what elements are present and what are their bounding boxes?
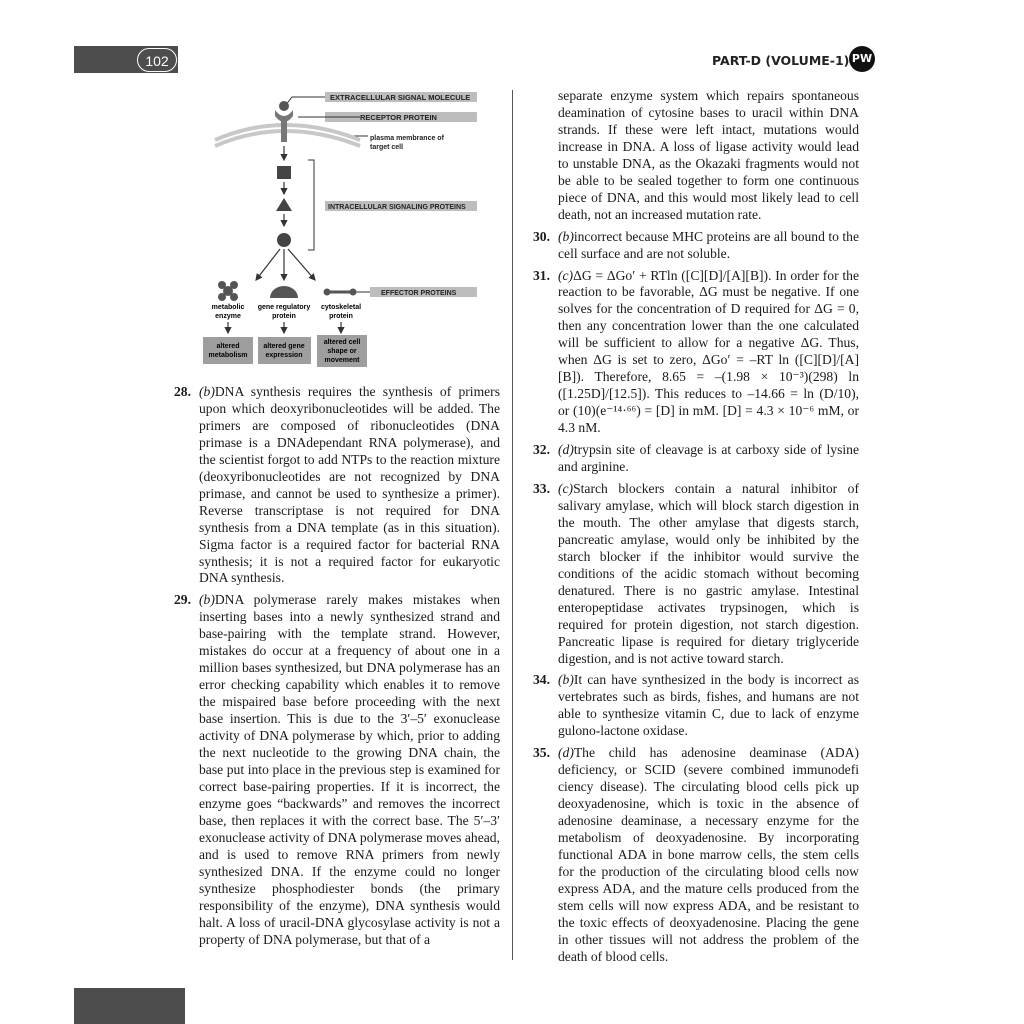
answer-key: (d) (558, 442, 574, 458)
column-divider (512, 90, 513, 960)
result-1-text-2: metabolism (208, 352, 248, 359)
answer-text: ΔG = ΔGo′ + RTln ([C][D]/[A][B]). In order for the reaction to be favorable, ΔG must be negative. If one solves for the concentration of D required for ΔG = 0, then any concentration lower than the one calculated will be sufficient to allow for a negative ΔG. Thus, when ΔG is set to zero, ΔGo′ = –RT ln ([C][D]/[A][B]). Therefore, 8.65 = –(1.98 × 10⁻³)(298) ln ([1.25D]/[12.5]). This reduces to –14.66 = ln (D/10), or (10)(e⁻¹⁴·⁶⁶) = [D] in mM. [D] = 4.3 × 10⁻⁶ mM, or 4.3 nM. (558, 267, 859, 436)
answer-key: (d) (558, 745, 574, 761)
answer-34 (533, 672, 859, 740)
answer-text: trypsin site of cleavage is at carboxy side of lysine and arginine. (558, 442, 859, 475)
metabolic-enzyme-icon (218, 281, 238, 301)
answer-33 (533, 481, 859, 667)
answer-32 (533, 442, 859, 476)
continuation-text: separate enzyme system which repairs spontaneous deamination of cytosine bases to uracil within DNA strands. If these were left intact, mutations would increase in DNA. A loss of ligase activity would lead to unstable DNA, as the Okazaki fragments would not be able to be sealed together to form one continuous piece of DNA, and this would most likely lead to cell death, not an increased mutation rate. (558, 88, 859, 222)
result-2-text-2: expression (265, 352, 303, 359)
answer-number: 31. (533, 267, 550, 283)
answer-text: DNA synthesis requires the synthesis of primers upon which deoxyribonucleotides will be added. The primers are composed of ribonucleotides (DNA primase is a DNAdependant RNA polymerase), and the scientist forgot to add NTPs to the reaction mixture (deoxyribonucleotides are not recognized by DNA primase, and cannot be used to synthesize a primer). Reverse transcriptase is not required for DNA synthesis from a DNA template (as in this situation). Sigma factor is a required factor for bacterial RNA synthesis; it is not a required factor for eukaryotic DNA synthesis. (199, 384, 500, 586)
effector-1-label: metabolic (211, 304, 245, 311)
result-3-text: altered cell (323, 339, 361, 346)
square-signal-icon (277, 166, 291, 179)
circle-signal-icon (277, 233, 291, 247)
triangle-signal-icon (276, 198, 292, 211)
effector-3-label-2: protein (329, 313, 353, 320)
answer-number: 35. (533, 745, 550, 761)
result-2-text: altered gene (263, 343, 305, 350)
answer-number: 34. (533, 672, 550, 688)
answer-35 (533, 745, 859, 965)
answer-29-continued (533, 88, 859, 224)
answer-number: 32. (533, 442, 550, 458)
plasma-membrane-label-2: target cell (370, 144, 404, 151)
answer-key: (c) (558, 267, 574, 283)
footer-bar (74, 988, 185, 1024)
answer-key: (b) (199, 384, 215, 399)
answer-text: DNA polymerase rarely makes mistakes when inserting bases into a newly synthesized strand and base-pairing with the template strand. However, mistakes do occur at a frequency of about one in a million bases synthesized, but DNA polymerase has an error checking capability which enables it to remove the mispaired base before proceeding with the next base insertion. This is due to the 3′–5′ exonuclease activity of DNA polymerase by which, prior to adding the next nucleotide to the growing DNA chain, the base put into place in the previous step is examined for correct base-pairing properties. If it is incorrect, the enzyme goes “backwards” and removes the incorrect base, then replaces it with the correct base. The 5′–3′ exonuclease activity of DNA polymerase moves ahead, and is used to remove RNA primers from newly synthesized DNA. If the enzyme could no longer synthesize phosphodiester bonds (the primary responsibility of the enzyme), DNA synthesis would halt. A loss of uracil-DNA glycosylase activity is not a property of DNA polymerase, but that of a (199, 592, 500, 947)
page-number: 102 (137, 48, 177, 72)
answer-text: Starch blockers contain a natural inhibitor of salivary amylase, which will block starch digestion in the mouth. The other amylase that digests starch, pancreatic amylase, would only be inhibited by the starch blocker if the inhibitor would survive the conditions of the acidic stomach without becoming denatured. There is no gastric amylase. Intestinal enteropeptidase activates trypsinogen, which is required for protein digestion, not starch digestion. Pancreatic lipase is required for dietary triglyceride digestion, and is not active toward starch. (558, 480, 859, 666)
effector-2-label-2: protein (272, 313, 296, 320)
cytoskeletal-icon (324, 289, 357, 296)
result-3-text-2: shape or (327, 348, 357, 355)
effector-2-label: gene regulatory (257, 304, 311, 311)
extracellular-signal-label: EXTRACELLULAR SIGNAL MOLECULE (330, 93, 471, 102)
answer-text: incorrect because MHC proteins are all bound to the cell surface and are not soluble. (558, 228, 859, 261)
pw-logo: PW (849, 46, 875, 72)
part-title: PART-D (VOLUME-1) (712, 53, 850, 68)
left-column (174, 384, 500, 953)
receptor-protein-label: RECEPTOR PROTEIN (360, 113, 437, 122)
answer-key: (b) (558, 228, 574, 244)
answer-29 (174, 592, 500, 948)
answer-key: (b) (558, 672, 574, 688)
gene-regulatory-icon (270, 286, 298, 298)
signal-pathway-diagram (200, 88, 490, 373)
plasma-membrane-label: plasma membrance of (370, 135, 444, 142)
intracellular-signaling-label: INTRACELLULAR SIGNALING PROTEINS (328, 204, 466, 211)
effector-1-label-2: enzyme (215, 313, 241, 320)
answer-text: It can have synthesized in the body is incorrect as vertebrates such as birds, fishes, and humans are not able to synthesize vitamin C, due to lack of enzyme gulono-lactone oxidase. (558, 672, 859, 739)
answer-31 (533, 268, 859, 438)
answer-number: 33. (533, 480, 550, 496)
effector-3-label: cytoskeletal (320, 304, 362, 311)
answer-number: 29. (174, 592, 191, 608)
answer-number: 30. (533, 228, 550, 244)
right-column (533, 88, 859, 971)
result-1-text: altered (216, 343, 240, 350)
signal-molecule-icon (279, 101, 289, 111)
answer-key: (b) (199, 592, 215, 608)
answer-text: The child has adenosine deaminase (ADA) deficiency, or SCID (severe combined immunodefi ciency disease). The circulating blood cells pick up deoxyadenosine, which is toxic in the absence of adenosine deaminase, a necessary enzyme for the metabolism of deoxyadenosine. By incorporating functional ADA in bone marrow cells, the stem cells for the production of the circulating blood cells now express ADA, and the mature cells produced from the stem cells will now express ADA, and be resistant to the toxic effects of deoxyadenosine. Placing the gene in other tissues will not address the problem of the death of blood cells. (558, 745, 859, 964)
result-3-text-3: movement (324, 357, 360, 364)
answer-key: (c) (558, 480, 574, 496)
result-box-2 (258, 337, 311, 364)
effector-proteins-label: EFFECTOR PROTEINS (381, 290, 457, 297)
answer-28 (174, 384, 500, 587)
answer-number: 28. (174, 384, 191, 399)
answer-30 (533, 229, 859, 263)
result-box-1 (203, 337, 253, 364)
